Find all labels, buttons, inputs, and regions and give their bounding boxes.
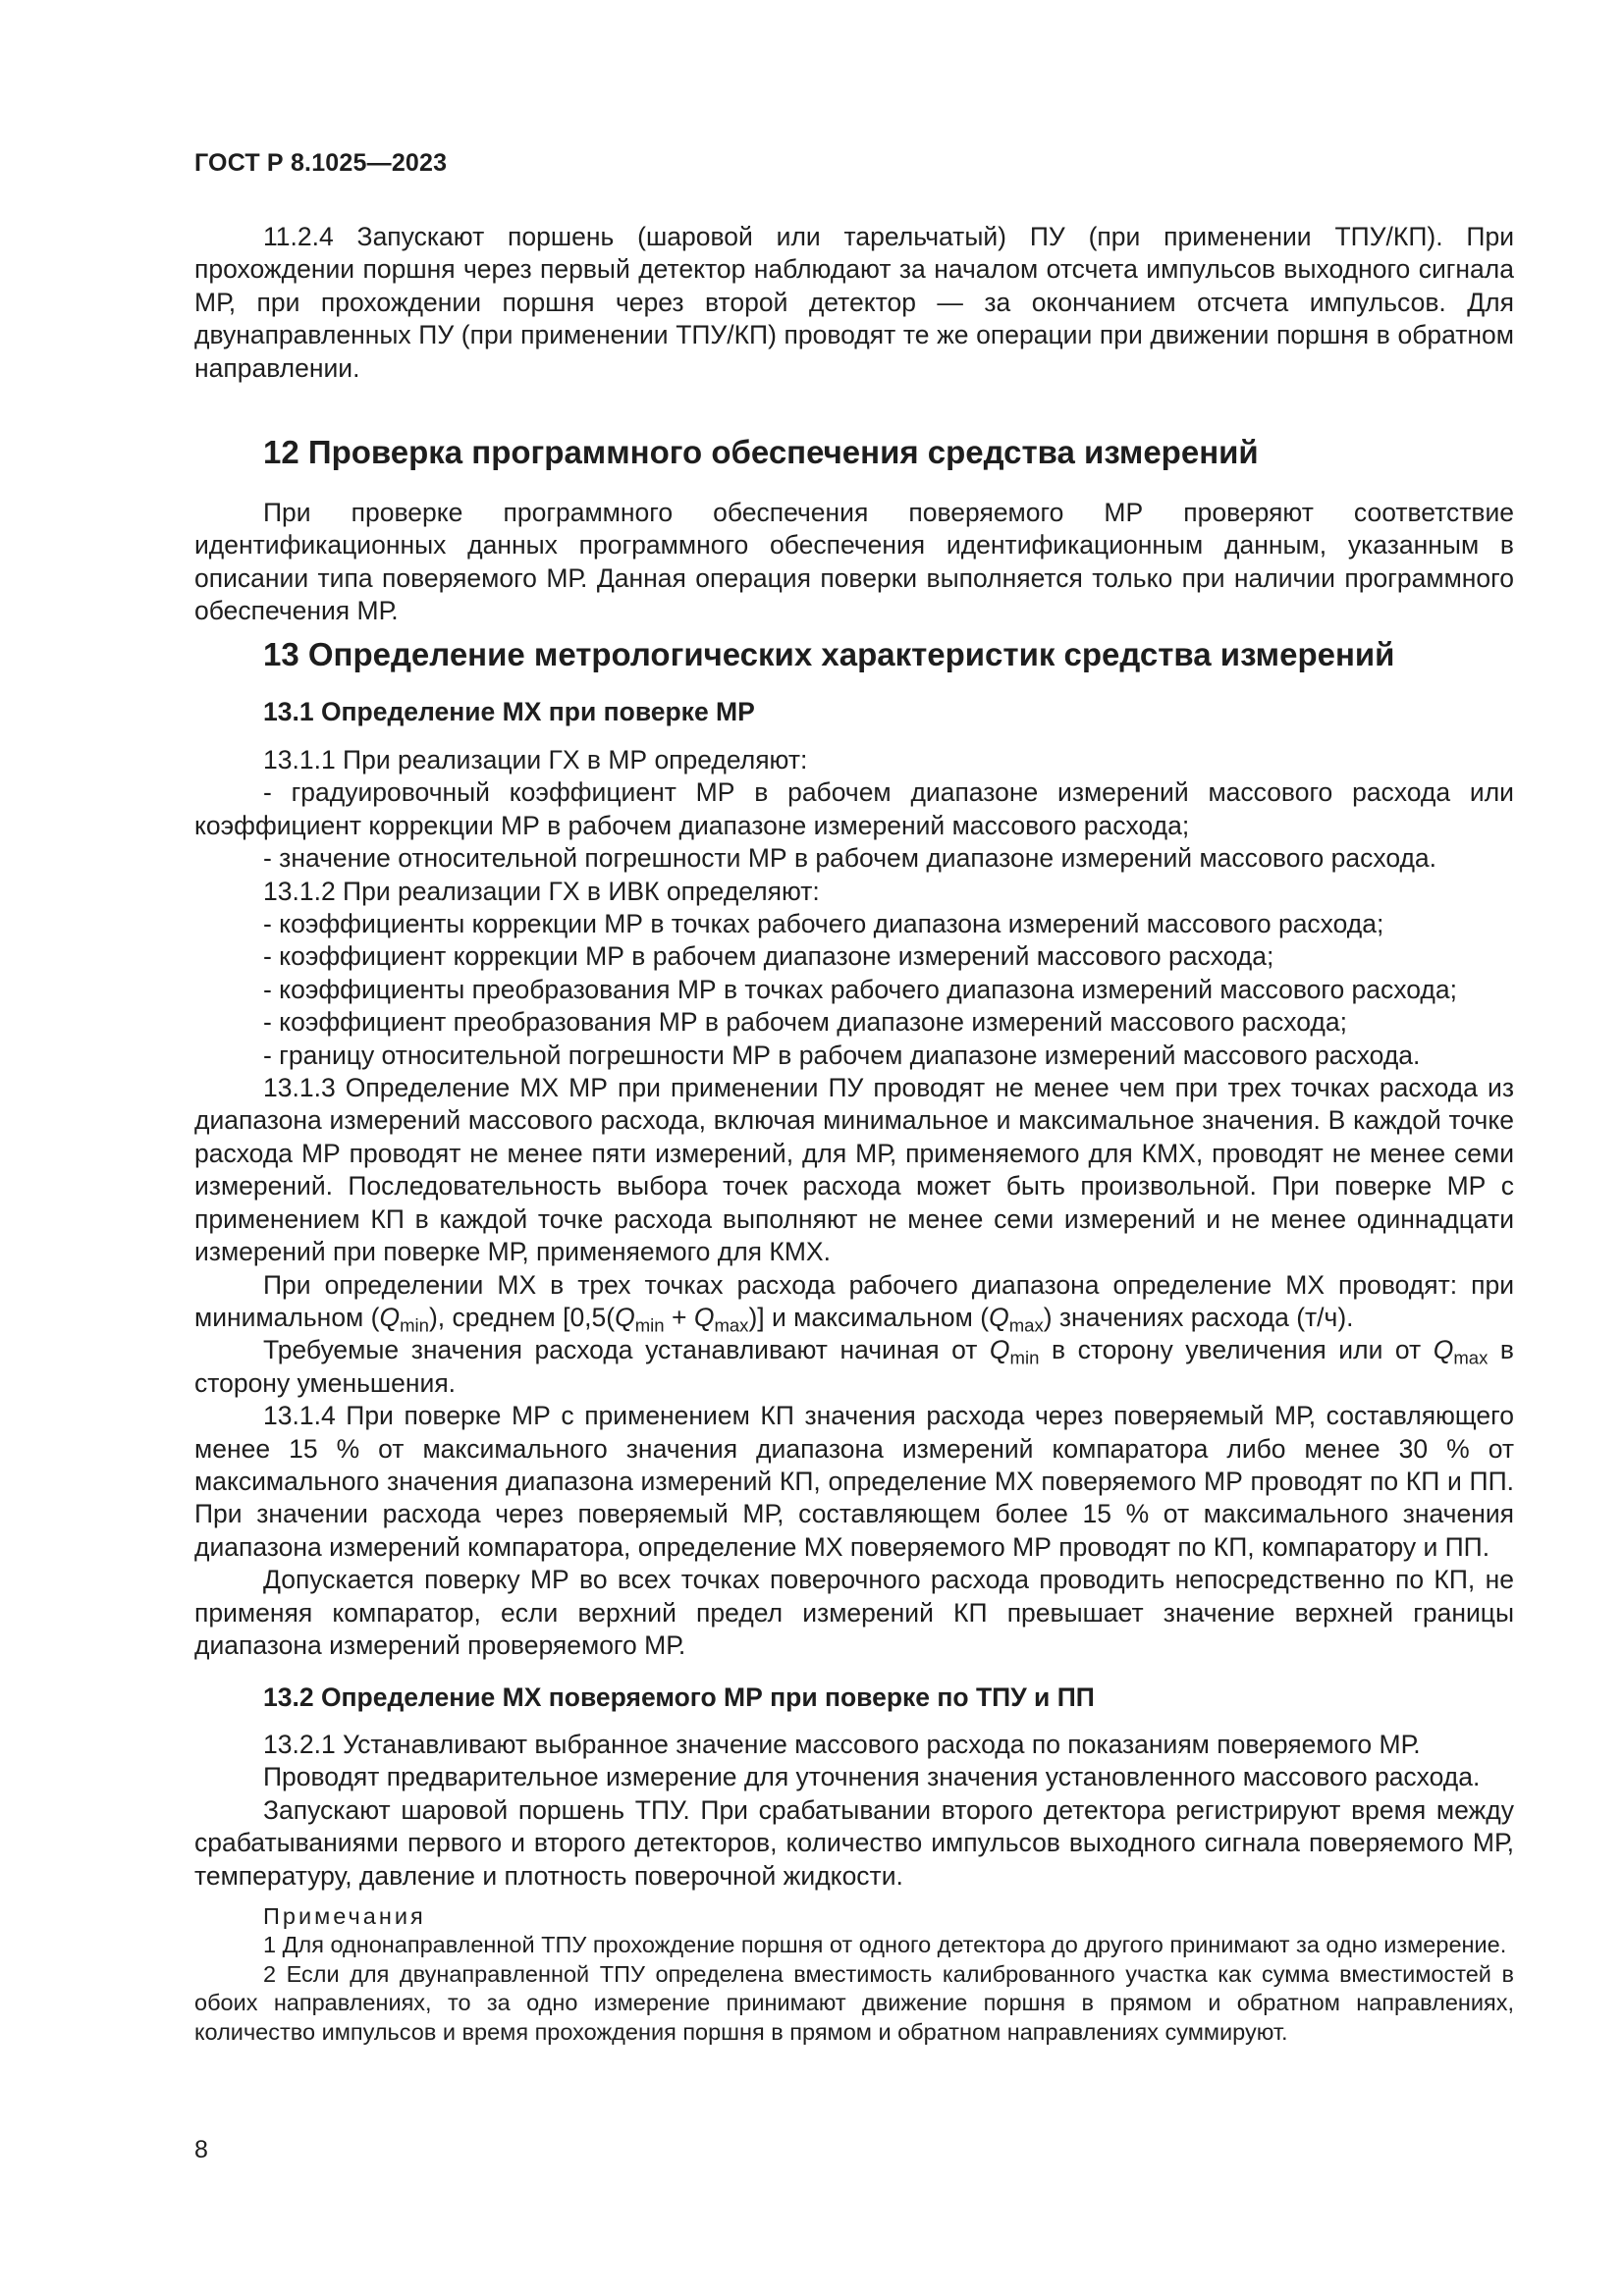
paragraph-launch: Запускают шаровой поршень ТПУ. При срабатывании второго детектора регистрируют время между срабатываниями первого и второго детекторов, количество импульсов выходного сигнала поверяемого МР, температуру, давление и плотность поверочной жидкости. <box>194 1794 1514 1891</box>
paragraph-11-2-4: 11.2.4 Запускают поршень (шаровой или тарельчатый) ПУ (при применении ТПУ/КП). При прохождении поршня через первый детектор наблюдают за началом отсчета импульсов выходного сигнала МР, при прохождении поршня через второй детектор — за окончанием отсчета импульсов. Для двунаправленных ПУ (при применении ТПУ/КП) проводят те же операции при движении поршня в обратном направлении. <box>194 222 1514 383</box>
paragraph-preliminary: Проводят предварительное измерение для уточнения значения установленного массового расхода. <box>263 1762 1481 1792</box>
list-item: - границу относительной погрешности МР в рабочем диапазоне измерений массового расхода. <box>263 1040 1421 1070</box>
paragraph-13-1-2: 13.1.2 При реализации ГХ в ИВК определяют: <box>263 876 820 906</box>
list-item: - коэффициенты коррекции МР в точках рабочего диапазона измерений массового расхода; <box>263 909 1384 939</box>
list-item: - коэффициенты преобразования МР в точках рабочего диапазона измерений массового расхода; <box>263 974 1457 1004</box>
section-13-2-body <box>194 1729 1514 1893</box>
section-13-1-title: 13.1 Определение МХ при поверке МР <box>263 697 755 726</box>
paragraph-13-1-4: 13.1.4 При поверке МР с применением КП значения расхода через поверяемый МР, составляющего менее 15 % от максимального значения диапазона измерений компаратора либо менее 30 % от максимального значения диапазона измерений КП, определение МХ поверяемого МР проводят по КП и ПП. При значении расхода через поверяемый МР, составляющем более 15 % от максимального значения диапазона измерений компаратора, определение МХ поверяемого МР проводят по КП, компаратору и ПП. <box>194 1401 1514 1562</box>
paragraph-13-1-3: 13.1.3 Определение МХ МР при применении ПУ проводят не менее чем при трех точках расхода из диапазона измерений массового расхода, включая минимальное и максимальное значения. В каждой точке расхода МР проводят не менее пяти измерений, для МР, применяемого для КМХ, проводят не менее семи измерений. Последовательность выбора точек расхода может быть произвольной. При поверке МР с применением КП в каждой точке расхода выполняют не менее семи измерений и не менее одиннадцати измерений при поверке МР, применяемого для КМХ. <box>194 1073 1514 1267</box>
list-item: - коэффициент преобразования МР в рабочем диапазоне измерений массового расхода; <box>263 1007 1347 1038</box>
list-item: - градуировочный коэффициент МР в рабочем диапазоне измерений массового расхода или коэффициент коррекции МР в рабочем диапазоне измерений массового расхода; <box>194 777 1514 840</box>
notes-title: Примечания <box>263 1903 426 1929</box>
list-item: - значение относительной погрешности МР в рабочем диапазоне измерений массового расхода. <box>263 843 1437 874</box>
section-13-2-title: 13.2 Определение МХ поверяемого МР при поверке по ТПУ и ПП <box>263 1682 1095 1712</box>
paragraph-13-2-1: 13.2.1 Устанавливают выбранное значение массового расхода по показаниям поверяемого МР. <box>263 1730 1421 1759</box>
notes-block <box>194 1901 1514 2047</box>
list-item: - коэффициент коррекции МР в рабочем диапазоне измерений массового расхода; <box>263 941 1274 972</box>
paragraph-required-values: Требуемые значения расхода устанавливают начиная от $Q_{min}$ в сторону увеличения или от $Q_{max}$ в сторону уменьшения. <box>194 1335 1514 1398</box>
paragraph-allowed: Допускается поверку МР во всех точках поверочного расхода проводить непосредственно по КП, не применяя компаратор, если верхний предел измерений КП превышает значение верхней границы диапазона измерений проверяемого МР. <box>194 1565 1514 1660</box>
note-2: 2 Если для двунаправленной ТПУ определена вместимость калиброванного участка как сумма вместимостей в обоих направлениях, то за одно измерение принимают движение поршня в прямом и обратном направлениях, количество импульсов и время прохождения поршня в прямом и обратном направлениях суммируют. <box>194 1960 1514 2045</box>
section-12-title: 12 Проверка программного обеспечения средства измерений <box>263 434 1259 470</box>
document-code-header: ГОСТ Р 8.1025—2023 <box>194 149 448 177</box>
paragraph-13-1-1: 13.1.1 При реализации ГХ в МР определяют: <box>263 745 808 774</box>
section-12-text: При проверке программного обеспечения поверяемого МР проверяют соответствие идентификационных данных программного обеспечения идентификационным данным, указанным в описании типа поверяемого МР. Данная операция поверки выполняется только при наличии программного обеспечения МР. <box>194 498 1514 626</box>
section-13-title: 13 Определение метрологических характеристик средства измерений <box>263 636 1395 672</box>
paragraph-three-points: При определении МХ в трех точках расхода рабочего диапазона определение МХ проводят: при минимальном $(Q_{min})$, среднем $[0,5(Q_{min} + Q_{max})]$ и максимальном $(Q_{max})$ значениях расхода (т/ч). <box>194 1269 1514 1336</box>
page-number: 8 <box>194 2136 208 2163</box>
section-13-1-body <box>194 744 1514 1662</box>
note-1: 1 Для однонаправленной ТПУ прохождение поршня от одного детектора до другого принимают за одно измерение. <box>263 1932 1507 1957</box>
